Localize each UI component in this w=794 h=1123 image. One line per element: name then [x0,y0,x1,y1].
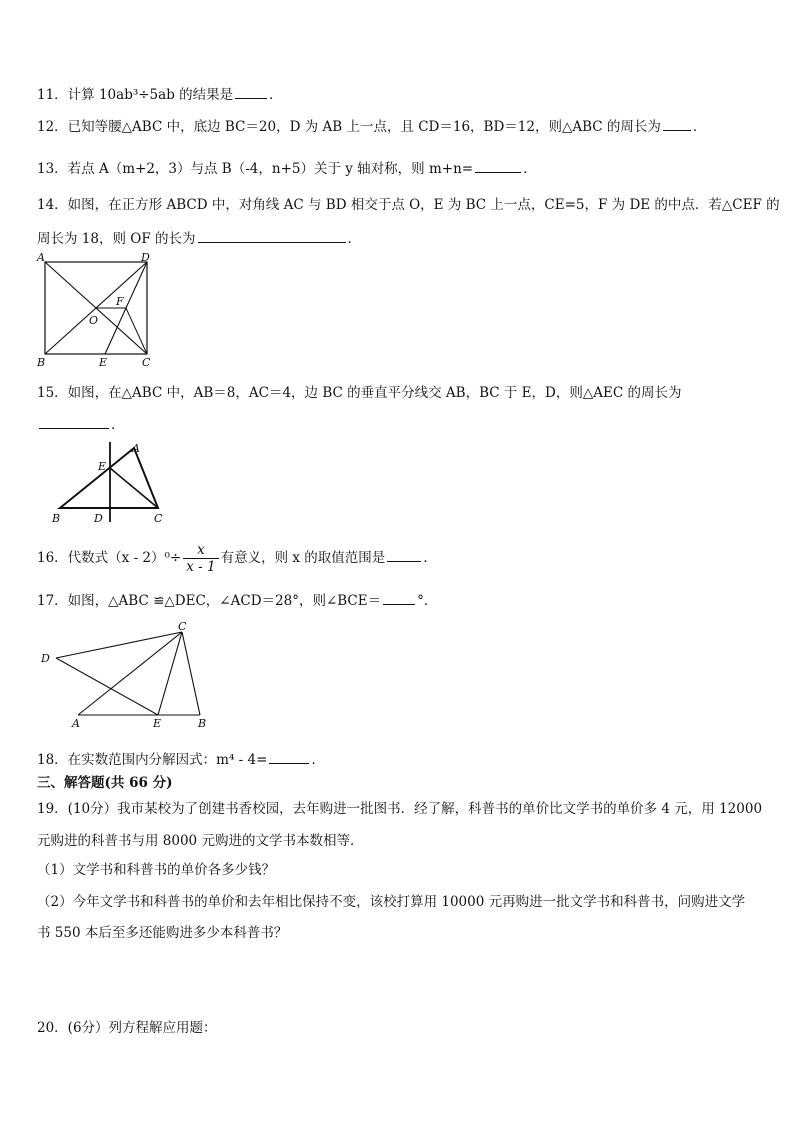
q17-label-E: E [153,717,162,730]
q11-text: 11．计算 10ab³÷5ab 的结果是 [37,87,234,103]
question-15-line2 [37,413,125,433]
q18-answer-blank[interactable] [269,751,309,764]
q17-post: °． [417,593,438,609]
q16-answer-blank[interactable] [387,549,421,562]
question-12 [37,115,706,135]
question-13 [37,157,537,177]
question-15-line1: 15．如图，在△ABC 中，AB＝8，AC＝4，边 BC 的垂直平分线交 AB，BC 于 E，D，则△AEC 的周长为 [37,385,682,401]
q14-label-B: B [37,356,46,369]
q15-label-E: E [98,460,107,473]
q14-label-D: D [141,251,150,264]
q14-label-F: F [116,295,124,308]
q11-answer-blank[interactable] [235,86,267,99]
q15-label-A: A [132,442,140,455]
q14-answer-blank[interactable] [198,230,346,243]
q14-label-E: E [99,356,108,369]
q18-text: 18．在实数范围内分解因式：m⁴ - 4= [37,752,268,768]
question-11 [37,83,283,103]
q13-answer-blank[interactable] [475,160,521,173]
q17-label-B: B [198,717,207,730]
q15-figure [48,438,178,528]
question-19-sub2-line1: （2）今年文学书和科普书的单价和去年相比保持不变，该校打算用 10000 元再购进一批文学书和科普书，问购进文学 [37,894,746,910]
q17-text: 17．如图，△ABC ≌△DEC，∠ACD＝28°，则∠BCE＝ [37,593,382,609]
q12-text: 12．已知等腰△ABC 中，底边 BC＝20，D 为 AB 上一点，且 CD＝16，BD＝12，则△ABC 的周长为 [37,119,661,135]
q16-text: 16．代数式（x - 2）⁰÷ [37,550,182,566]
q15-label-B: B [52,512,61,525]
q16-fraction-numerator: x [183,542,218,559]
question-19-sub1: （1）文学书和科普书的单价各多少钱？ [37,862,276,878]
q12-answer-blank[interactable] [663,118,691,131]
q11-post: ． [269,87,283,103]
q17-label-C: C [178,620,187,633]
q14-figure [34,250,164,372]
q14-text: 周长为 18，则 OF 的长为 [37,231,196,247]
q15-label-D: D [94,512,103,525]
q14-label-A: A [37,251,45,264]
question-14-line2 [37,227,361,247]
q17-answer-blank[interactable] [383,592,415,605]
q16-post: ． [423,550,437,566]
q12-post: ． [692,119,707,135]
question-17 [37,589,437,609]
q17-label-D: D [41,652,50,665]
q15-label-C: C [154,512,163,525]
section-heading: 三、解答题(共 66 分) [37,775,173,791]
q13-post: ． [523,161,537,177]
question-18 [37,748,325,768]
q15-post: ． [111,417,125,433]
question-19-line2: 元购进的科普书与用 8000 元购进的文学书本数相等． [37,833,364,849]
question-14-line1: 14．如图，在正方形 ABCD 中，对角线 AC 与 BD 相交于点 O，E 为 BC 上一点，CE=5，F 为 DE 的中点．若△CEF 的 [37,197,780,213]
q18-post: ． [311,752,325,768]
q17-label-A: A [72,717,80,730]
q16-fraction-denominator: x - 1 [186,559,216,575]
question-20: 20．(6分）列方程解应用题： [37,1020,217,1036]
q13-text: 13．若点 A（m+2，3）与点 B（-4，n+5）关于 y 轴对称，则 m+n= [37,161,474,177]
q16-text-2: 有意义，则 x 的取值范围是 [220,550,386,566]
question-19-sub2-line2: 书 550 本后至多还能购进多少本科普书？ [37,925,288,941]
question-16 [37,542,437,575]
q17-figure [38,618,218,730]
q14-post: ． [347,231,361,247]
q14-label-C: C [142,356,151,369]
q16-fraction [183,542,218,575]
q14-label-O: O [89,314,99,327]
q15-answer-blank[interactable] [39,416,109,429]
question-19-line1: 19．(10分）我市某校为了创建书香校园，去年购进一批图书．经了解，科普书的单价比文学书的单价多 4 元，用 12000 [37,801,763,817]
